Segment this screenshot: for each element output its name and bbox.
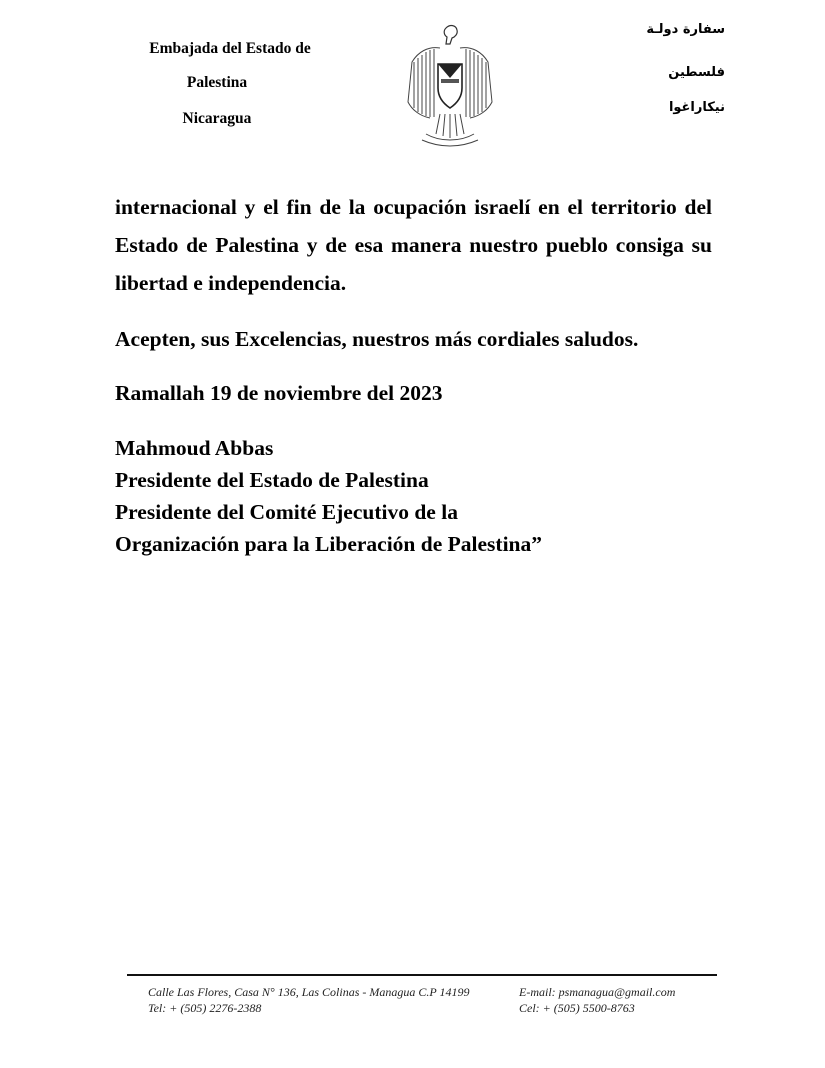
place-date-line: Ramallah 19 de noviembre del 2023 (115, 381, 443, 405)
palestine-eagle-emblem-icon (400, 22, 500, 150)
footer-cellphone: Cel: + (505) 5500-8763 (519, 1001, 635, 1015)
embassy-name-arabic-line-2: فلسطين (668, 65, 725, 80)
signatory-title-2: Presidente del Comité Ejecutivo de la (115, 500, 458, 524)
footer-contact-right (519, 984, 675, 1016)
footer-telephone: Tel: + (505) 2276-2388 (148, 1001, 262, 1015)
footer-contact-left (148, 984, 470, 1016)
embassy-name-arabic-line-1: سفارة دولـة (646, 22, 725, 37)
embassy-name-line-1: Embajada del Estado de (149, 40, 311, 57)
letterhead-left (120, 40, 340, 128)
closing-paragraph: internacional y el fin de la ocupación israelí en el territorio del Estado de Palestina y de esa manera nuestro pueblo consiga su libertad e independencia. (115, 195, 712, 295)
regards-line: Acepten, sus Excelencias, nuestros más cordiales saludos. (115, 327, 639, 351)
footer-email: E-mail: psmanagua@gmail.com (519, 985, 676, 999)
footer-divider (127, 974, 717, 976)
embassy-name-arabic-line-3: نيكاراغوا (668, 100, 725, 115)
footer-address: Calle Las Flores, Casa N° 136, Las Colinas - Managua C.P 14199 (148, 985, 470, 999)
signatory-title-1: Presidente del Estado de Palestina (115, 468, 429, 492)
signatory-title-3: Organización para la Liberación de Palestina” (115, 532, 542, 556)
signature-block (115, 432, 712, 560)
letterhead-right (605, 22, 725, 115)
embassy-name-line-2: Palestina (186, 74, 248, 91)
embassy-name-line-3: Nicaragua (182, 110, 252, 127)
signatory-name: Mahmoud Abbas (115, 436, 274, 460)
